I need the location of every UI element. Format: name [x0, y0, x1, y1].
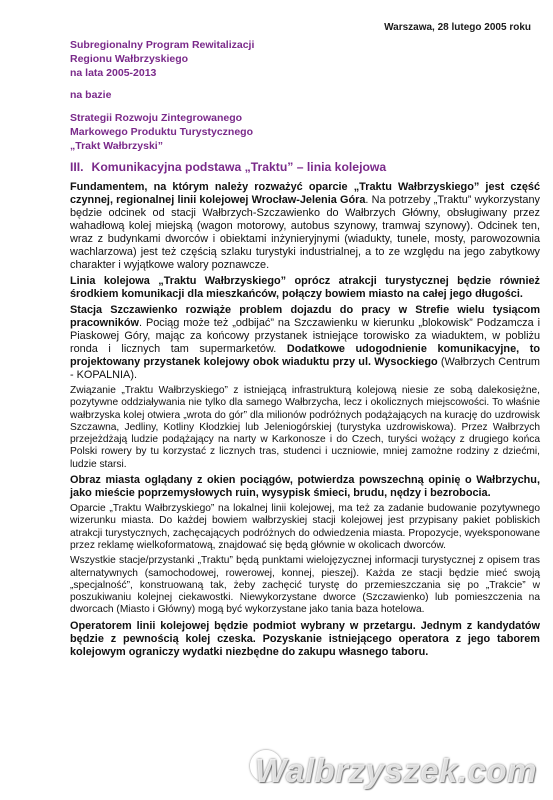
- body-text: . Na potrzeby „Traktu” wykorzystany będzie odcinek od stacji Wałbrzych-Szczawienko do Wałbrzych Główny, obsługiwany przez wahadłową kolej miejską (wagon motorowy, autobus szynowy, tramwaj szynowy). Odcinek ten, wraz z budynkami dworców i obiektami inżynieryjnymi (wiadukty, tunele, mosty, parowozownia wachlarzowa) jest też częścią szlaku turystyki industrialnej, a to ze względu na jego zabytkowy charakter i wyjątkowe walory poznawcze.: [70, 194, 540, 271]
- paragraph: [70, 275, 540, 301]
- paragraph: Oparcie „Traktu Wałbrzyskiego” na lokalnej linii kolejowej, ma też za zadanie budowanie pozytywnego wizerunku miasta. Do każdej bowiem wałbrzyskiej stacji kolejowej jest przypisany pakiet pobliskich atrakcji turystycznych, zachęcających podróżnych do odwiedzenia miasta. Propozycje, wyeksponowane przez reklamę wielkoformatową, znajdować się będą głównie w okolicach dworców.: [70, 503, 540, 551]
- bold-text: Fundamentem, na którym należy rozważyć oparcie „Traktu Wałbrzyskiego” jest część czynnej, regionalnej linii kolejowej Wrocław-Jelenia Góra: [70, 181, 540, 206]
- program-title-line: Regionu Wałbrzyskiego: [70, 53, 189, 65]
- section-title: Komunikacyjna podstawa „Traktu” – linia kolejowa: [91, 160, 387, 174]
- bold-text: Operatorem linii kolejowej będzie podmiot wybrany w przetargu. Jednym z kandydatów będzie z pewnością kolej czeska. Pozyskanie istniejącego operatora z jego taborem kolejowym ograniczy wydatki niezbędne do zakupu własnego taboru.: [70, 619, 540, 658]
- paragraph: Związanie „Traktu Wałbrzyskiego” z istniejącą infrastrukturą kolejową niesie ze sobą dalekosiężne, pozytywne oddziaływania nie tylko dla samego Wałbrzycha, lecz i okolicznych miejscowości. To właśnie wałbrzyska kolej otwiera „wrota do gór” dla milionów podróżnych podążających na kurację do uzdrowisk Szczawna, Jedliny, Kotliny Kłodzkiej lub Jeleniogórskiej (turystyka uzdrowiskowa). Przez Wałbrzych przejeżdżają ludzie podążający na narty w Karkonosze i do Czech, turyści wożący z drugiego końca Polski rowery by tu korzystać z licznych tras, studenci i uczniowie, mniej zamożne rodziny z dziećmi, ludzie starsi.: [70, 385, 540, 470]
- section-heading: [70, 160, 540, 174]
- bold-text: Stacja Szczawienko rozwiąże problem dojazdu do pracy w Strefie wielu tysiącom pracowników: [70, 304, 540, 329]
- program-title: [70, 38, 490, 80]
- na-bazie-label: na bazie: [70, 89, 112, 101]
- body-text: (Wałbrzych Centrum - KOPALNIA).: [70, 356, 540, 381]
- program-title-line: na lata 2005-2013: [70, 67, 157, 79]
- strategy-title: [70, 111, 490, 153]
- document-date: Warszawa, 28 lutego 2005 roku: [384, 22, 531, 33]
- body-text: . Pociąg może też „odbijać” na Szczawienku w kierunku „blokowisk” Podzamcza i Piaskowej Góry, mając za końcowy przystanek istniejące torowisko za wiaduktem, w pobliżu ronda i licznych tam supermarketów.: [70, 317, 540, 355]
- paragraph: [70, 304, 540, 382]
- section-number: III.: [70, 160, 84, 174]
- paragraph: [70, 620, 540, 659]
- watermark-text: Walbrzyszek.com: [254, 752, 537, 789]
- strategy-title-line: „Trakt Wałbrzyski”: [70, 140, 163, 152]
- program-title-line: Subregionalny Program Rewitalizacji: [70, 39, 255, 51]
- paragraph: [70, 474, 540, 500]
- watermark-logo-icon: [250, 750, 282, 782]
- bold-text: Linia kolejowa „Traktu Wałbrzyskiego” oprócz atrakcji turystycznej będzie również środkiem komunikacji dla mieszkańców, połączy bowiem miasto na całej jego długości.: [70, 275, 540, 300]
- bold-text: Dodatkowe udogodnienie komunikacyjne, to projektowany przystanek kolejowy obok wiaduktu przy ul. Wysockiego: [70, 343, 540, 368]
- paragraph: [70, 181, 540, 272]
- document-body: [70, 181, 540, 662]
- bold-text: Obraz miasta oglądany z okien pociągów, potwierdza powszechną opinię o Wałbrzychu, jako mieście poprzemysłowych ruin, wysypisk śmieci, brudu, nędzy i bezrobocia.: [70, 474, 540, 500]
- paragraph: Wszystkie stacje/przystanki „Traktu” będą punktami wielojęzycznej informacji turystycznej z opisem tras alternatywnych (samochodowej, rowerowej, konnej, pieszej). Każda ze stacji będzie mieć swoją „specjalność”, konstruowaną tak, żeby zachęcić turystę do przemieszczania się po „Trakcie” w poszukiwaniu kolejnej ciekawostki. Niewykorzystane dworce (Szczawienko) lub pomieszczenia na dworcach (Miasto i Główny) mogą być wykorzystane jako tania baza hotelowa.: [70, 555, 540, 616]
- watermark: [217, 750, 547, 796]
- strategy-title-line: Markowego Produktu Turystycznego: [70, 126, 253, 138]
- strategy-title-line: Strategii Rozwoju Zintegrowanego: [70, 112, 243, 124]
